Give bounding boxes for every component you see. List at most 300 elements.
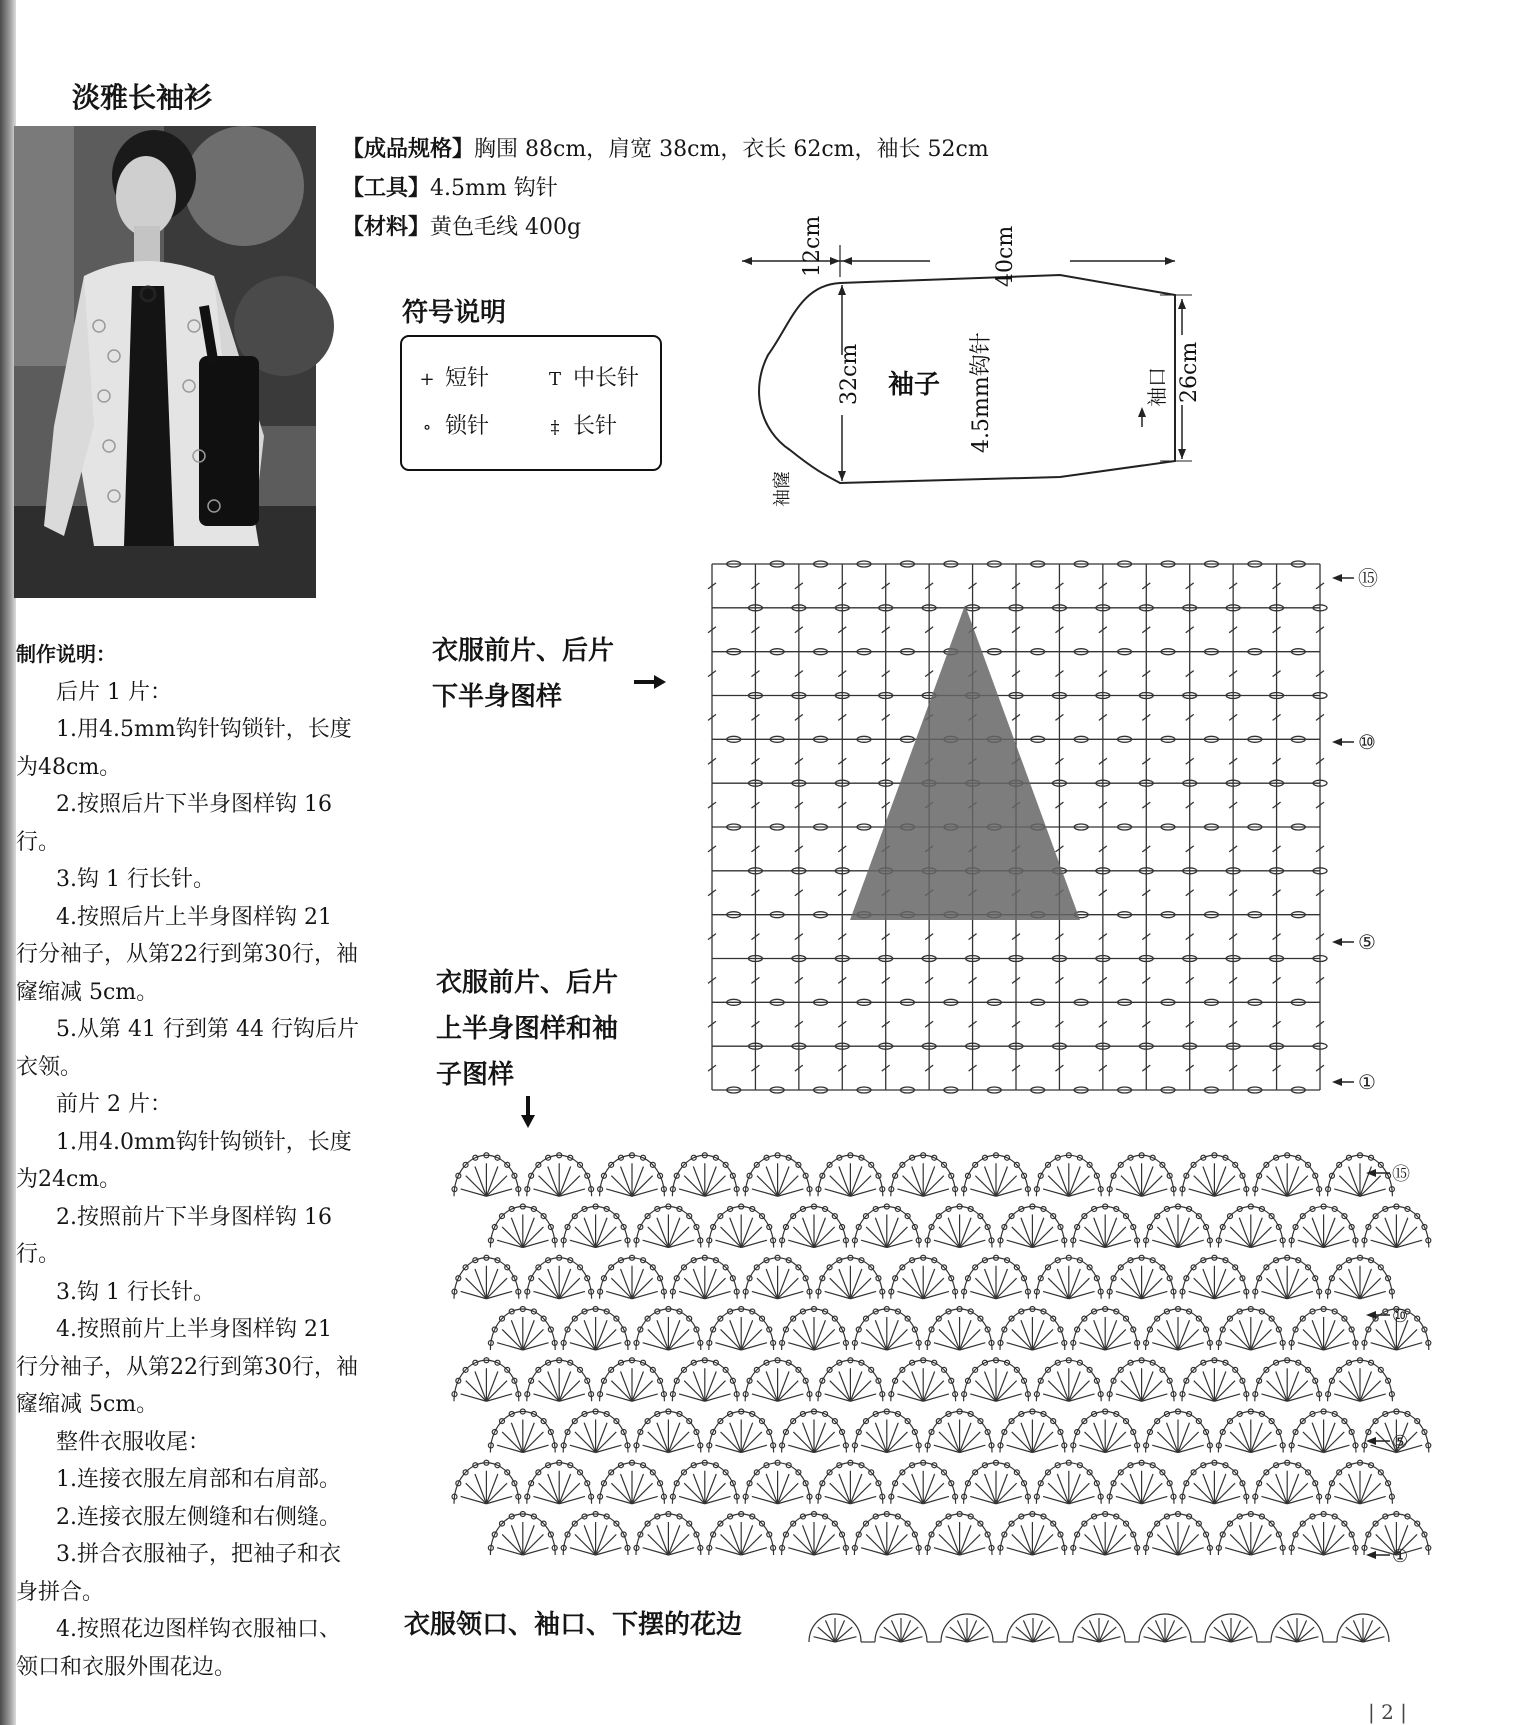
legend-item-dc: [544, 409, 617, 440]
shell-stitch-mark: [621, 1372, 632, 1402]
shell-stitch-mark: [1069, 1372, 1080, 1402]
shell-stitch-mark: [1276, 1474, 1287, 1504]
shell-stitch-mark: [1130, 1167, 1141, 1197]
instruction-line: 4.按照前片上半身图样钩 21: [56, 1317, 332, 1342]
shell-stitch-mark: [1349, 1269, 1360, 1299]
shell-stitch-mark: [923, 1372, 934, 1402]
dim-32-label: 32cm: [837, 343, 862, 405]
instruction-line: 1.用4.5mm钩针钩锁针，长度: [56, 717, 352, 742]
shell-stitch-mark: [596, 1320, 607, 1350]
shell-stitch-mark: [1324, 1320, 1335, 1350]
shell-stitch-mark: [1105, 1525, 1116, 1555]
shell-stitch-mark: [1057, 1269, 1068, 1299]
shell-stitch-mark: [511, 1320, 522, 1350]
shell-stitch-mark: [1178, 1423, 1189, 1453]
shell-stitch-mark: [1276, 1167, 1287, 1197]
shell-stitch-mark: [1178, 1218, 1189, 1248]
dim-26-label: 26cm: [1177, 341, 1202, 403]
legend-label: 锁针: [445, 414, 490, 439]
shell-stitch-mark: [705, 1474, 716, 1504]
shell-stitch-mark: [559, 1474, 570, 1504]
arrow-up-icon: [1178, 299, 1186, 309]
edging-stitch-mark: [1033, 1620, 1043, 1642]
shell-stitch-mark: [705, 1269, 716, 1299]
legend-label: 中长针: [573, 366, 640, 391]
edging-stitch-mark: [1099, 1620, 1109, 1642]
shell-stitch-mark: [1312, 1218, 1323, 1248]
spec-tool-text: 4.5mm 钩针: [430, 176, 558, 201]
arrow-left-icon: [1366, 1311, 1376, 1319]
shell-stitch-mark: [475, 1167, 486, 1197]
shell-stitch-mark: [632, 1167, 643, 1197]
shell-stitch-mark: [766, 1167, 777, 1197]
shell-stitch-mark: [486, 1474, 497, 1504]
row-marker-label: ①: [1358, 1070, 1376, 1094]
shell-stitch-mark: [839, 1269, 850, 1299]
shell-stitch-mark: [1167, 1218, 1178, 1248]
shell-stitch-mark: [693, 1269, 704, 1299]
upper-body-stitch-chart: [440, 1125, 1410, 1575]
instruction-line: 行分袖子，从第22行到第30行，袖: [16, 942, 358, 967]
row-marker-label: ⑩: [1392, 1306, 1409, 1327]
shell-stitch-mark: [948, 1423, 959, 1453]
instruction-line: 3.钩 1 行长针。: [56, 1279, 215, 1305]
shell-stitch-mark: [887, 1320, 898, 1350]
shell-stitch-mark: [523, 1525, 534, 1555]
shell-stitch-mark: [1094, 1218, 1105, 1248]
instruction-line: 整件衣服收尾：: [56, 1429, 211, 1455]
arrow-up-icon: [1138, 407, 1146, 417]
shell-stitch-mark: [1214, 1372, 1225, 1402]
shell-stitch-mark: [1105, 1218, 1116, 1248]
shell-stitch-mark: [1130, 1269, 1141, 1299]
shell-stitch-mark: [1276, 1372, 1287, 1402]
shell-stitch-mark: [693, 1372, 704, 1402]
sleeve-label: 袖子: [888, 370, 941, 400]
caption-edging: 衣服领口、袖口、下摆的花边: [404, 1610, 743, 1640]
edging-stitch-mark: [1353, 1620, 1363, 1642]
shell-stitch-mark: [657, 1320, 668, 1350]
shell-stitch-mark: [523, 1218, 534, 1248]
shell-stitch-mark: [1349, 1372, 1360, 1402]
shell-stitch-mark: [486, 1372, 497, 1402]
edging-stitch-mark: [835, 1620, 845, 1642]
instruction-line: 领口和衣服外围花边。: [16, 1654, 237, 1680]
instruction-line: 后片 1 片：: [56, 679, 172, 705]
half-double-crochet-icon: T: [548, 369, 561, 390]
edging-stitch-mark: [1023, 1620, 1033, 1642]
row-marker-label: ⑩: [1358, 730, 1376, 754]
shell-stitch-mark: [1057, 1167, 1068, 1197]
shell-stitch-mark: [1178, 1320, 1189, 1350]
shell-stitch-mark: [596, 1525, 607, 1555]
row-marker-label: ⑤: [1392, 1432, 1409, 1453]
arrow-down-icon: [838, 471, 846, 481]
page-number: | 2 |: [1368, 1700, 1407, 1724]
shell-pattern: [452, 1153, 1431, 1555]
shell-stitch-mark: [778, 1269, 789, 1299]
spec-size-text: 胸围 88cm，肩宽 38cm，衣长 62cm，袖长 52cm: [474, 137, 989, 162]
shell-stitch-mark: [923, 1474, 934, 1504]
instruction-line: 3.钩 1 行长针。: [56, 867, 215, 892]
shell-stitch-mark: [1214, 1269, 1225, 1299]
shell-stitch-mark: [1360, 1474, 1371, 1504]
caption-line: 衣服前片、后片: [436, 968, 619, 998]
instruction-line: 行。: [16, 829, 61, 855]
instruction-line: 为24cm。: [16, 1167, 122, 1192]
shell-stitch-mark: [657, 1525, 668, 1555]
edging-stitch-mark: [1155, 1620, 1165, 1642]
instruction-line: 行。: [16, 1242, 61, 1267]
model-photo: [14, 126, 316, 598]
spec-tool: [342, 171, 558, 202]
shell-stitch-mark: [1167, 1320, 1178, 1350]
shell-stitch-mark: [548, 1474, 559, 1504]
shell-stitch-mark: [1324, 1525, 1335, 1555]
spec-size: [342, 132, 989, 163]
shell-stitch-mark: [912, 1167, 923, 1197]
shell-stitch-mark: [985, 1269, 996, 1299]
shell-stitch-mark: [730, 1525, 741, 1555]
shell-stitch-mark: [705, 1372, 716, 1402]
row-marker-label: ⑮: [1358, 566, 1378, 590]
dim-12-label: 12cm: [800, 215, 825, 277]
shell-stitch-mark: [475, 1269, 486, 1299]
instructions-list: [0, 674, 390, 1687]
shell-stitch-mark: [948, 1320, 959, 1350]
shell-stitch-mark: [1021, 1218, 1032, 1248]
edging-stitch-mark: [825, 1620, 835, 1642]
instruction-line: 1.用4.0mm钩针钩锁针，长度: [56, 1129, 352, 1155]
shell-stitch-mark: [875, 1525, 886, 1555]
shell-stitch-mark: [1142, 1167, 1153, 1197]
edging-stitch-mark: [1089, 1620, 1099, 1642]
shell-stitch-mark: [1105, 1423, 1116, 1453]
shell-stitch-mark: [632, 1372, 643, 1402]
shell-stitch-mark: [1057, 1474, 1068, 1504]
shell-stitch-mark: [1105, 1320, 1116, 1350]
row-marker-label: ⑤: [1358, 930, 1376, 954]
instruction-line: 3.拼合衣服袖子，把袖子和衣: [56, 1542, 341, 1567]
shell-stitch-mark: [668, 1525, 679, 1555]
caption-upper-pattern: [436, 960, 618, 1098]
instruction-line: 2.按照前片下半身图样钩 16: [56, 1204, 332, 1230]
shell-stitch-mark: [1251, 1320, 1262, 1350]
legend-title: 符号说明: [402, 298, 507, 328]
edging-stitch-mark: [1221, 1620, 1231, 1642]
instruction-line: 行分袖子，从第22行到第30行，袖: [16, 1354, 358, 1380]
caption-line: 上半身图样和袖: [436, 1014, 619, 1044]
shell-stitch-mark: [839, 1372, 850, 1402]
shell-stitch-mark: [803, 1218, 814, 1248]
shell-stitch-mark: [1239, 1218, 1250, 1248]
arrow-left-icon: [1332, 1078, 1342, 1086]
shell-stitch-mark: [912, 1474, 923, 1504]
shell-stitch-mark: [1032, 1320, 1043, 1350]
shell-stitch-mark: [985, 1474, 996, 1504]
arrow-left-icon: [1366, 1551, 1376, 1559]
shell-stitch-mark: [803, 1320, 814, 1350]
shell-stitch-mark: [548, 1167, 559, 1197]
shell-stitch-mark: [1360, 1372, 1371, 1402]
shell-stitch-mark: [1130, 1474, 1141, 1504]
legend-item-sc: [416, 361, 489, 392]
shell-stitch-mark: [1021, 1525, 1032, 1555]
instruction-line: 5.从第 41 行到第 44 行钩后片: [56, 1017, 359, 1042]
shell-stitch-mark: [1178, 1525, 1189, 1555]
shell-stitch-mark: [766, 1269, 777, 1299]
shell-stitch-mark: [511, 1525, 522, 1555]
arrow-left-icon: [1332, 938, 1342, 946]
shell-stitch-mark: [1251, 1423, 1262, 1453]
shell-stitch-mark: [839, 1474, 850, 1504]
shell-stitch-mark: [632, 1474, 643, 1504]
spec-material: [342, 210, 581, 241]
arrow-right-icon: [830, 257, 840, 265]
arrow-down-icon: [1178, 449, 1186, 459]
instruction-line: 为48cm。: [16, 754, 122, 780]
shell-stitch-mark: [523, 1423, 534, 1453]
chain-stitch-icon: ∘: [422, 417, 432, 438]
shell-stitch-mark: [803, 1525, 814, 1555]
cuff-label: 袖口: [1145, 367, 1169, 407]
legend-label: 短针: [445, 366, 490, 391]
shell-stitch-mark: [596, 1423, 607, 1453]
shell-stitch-mark: [1214, 1167, 1225, 1197]
shell-stitch-mark: [960, 1525, 971, 1555]
shell-stitch-mark: [657, 1218, 668, 1248]
shell-stitch-mark: [1203, 1474, 1214, 1504]
arrow-left-icon: [742, 257, 752, 265]
dim-40-label: 40cm: [993, 225, 1018, 287]
instructions-heading: 制作说明：: [16, 642, 116, 666]
spec-tool-label: 【工具】: [342, 176, 431, 201]
shell-stitch-mark: [486, 1167, 497, 1197]
shell-stitch-mark: [1094, 1525, 1105, 1555]
shell-stitch-mark: [1287, 1372, 1298, 1402]
shell-stitch-mark: [875, 1320, 886, 1350]
row-marker-label: ①: [1392, 1546, 1409, 1567]
shell-stitch-mark: [475, 1474, 486, 1504]
shell-stitch-mark: [730, 1218, 741, 1248]
edging-pattern: [809, 1614, 1389, 1642]
shell-stitch-mark: [1142, 1269, 1153, 1299]
shell-stitch-mark: [730, 1320, 741, 1350]
shell-stitch-mark: [887, 1218, 898, 1248]
shell-stitch-mark: [996, 1372, 1007, 1402]
caption-line: 下半身图样: [432, 682, 563, 712]
single-crochet-icon: +: [419, 369, 435, 390]
shell-stitch-mark: [1276, 1269, 1287, 1299]
shell-stitch-mark: [668, 1218, 679, 1248]
shell-stitch-mark: [1239, 1320, 1250, 1350]
shell-stitch-mark: [657, 1423, 668, 1453]
instruction-line: 身拼合。: [16, 1579, 105, 1605]
arrow-left-icon: [1332, 738, 1342, 746]
shell-stitch-mark: [1349, 1167, 1360, 1197]
edging-stitch-mark: [891, 1620, 901, 1642]
shell-stitch-mark: [741, 1320, 752, 1350]
shell-stitch-mark: [1130, 1372, 1141, 1402]
shell-stitch-mark: [511, 1423, 522, 1453]
edging-stitch-mark: [957, 1620, 967, 1642]
shell-stitch-mark: [1094, 1423, 1105, 1453]
shell-stitch-mark: [1167, 1423, 1178, 1453]
arrow-left-icon: [842, 257, 852, 265]
shell-stitch-mark: [850, 1269, 861, 1299]
instruction-line: 衣领。: [16, 1054, 83, 1080]
shell-stitch-mark: [741, 1525, 752, 1555]
shell-stitch-mark: [1021, 1423, 1032, 1453]
shell-stitch-mark: [778, 1372, 789, 1402]
shell-stitch-mark: [584, 1525, 595, 1555]
caption-line: 子图样: [436, 1060, 515, 1090]
shell-stitch-mark: [1203, 1167, 1214, 1197]
shell-stitch-mark: [1203, 1269, 1214, 1299]
shell-stitch-mark: [1312, 1525, 1323, 1555]
shell-stitch-mark: [741, 1423, 752, 1453]
shell-stitch-mark: [814, 1218, 825, 1248]
shell-stitch-mark: [1069, 1167, 1080, 1197]
shell-stitch-mark: [1396, 1218, 1407, 1248]
arrow-right-icon: [1165, 257, 1175, 265]
shell-stitch-mark: [1251, 1218, 1262, 1248]
edging-stitch-mark: [1297, 1620, 1307, 1642]
shell-stitch-mark: [523, 1320, 534, 1350]
shell-stitch-mark: [1360, 1269, 1371, 1299]
shell-stitch-mark: [912, 1372, 923, 1402]
edging-stitch-mark: [967, 1620, 977, 1642]
shell-stitch-mark: [778, 1167, 789, 1197]
shell-stitch-mark: [1360, 1167, 1371, 1197]
shell-stitch-mark: [693, 1474, 704, 1504]
shell-stitch-mark: [475, 1372, 486, 1402]
legend-label: 长针: [573, 414, 618, 439]
instruction-line: 窿缩减 5cm。: [16, 979, 159, 1005]
legend-item-hdc: [544, 361, 639, 392]
shell-stitch-mark: [1251, 1525, 1262, 1555]
shell-stitch-mark: [996, 1167, 1007, 1197]
shell-stitch-mark: [814, 1423, 825, 1453]
shell-stitch-mark: [1287, 1474, 1298, 1504]
instruction-line: 4.按照花边图样钩衣服袖口、: [56, 1617, 341, 1642]
arrow-left-icon: [1332, 574, 1342, 582]
shell-stitch-mark: [621, 1269, 632, 1299]
caption-lower-pattern: [432, 628, 614, 720]
shell-stitch-mark: [814, 1320, 825, 1350]
instruction-line: 2.连接衣服左侧缝和右侧缝。: [56, 1504, 341, 1530]
shell-stitch-mark: [1069, 1269, 1080, 1299]
shell-stitch-mark: [1239, 1423, 1250, 1453]
shell-stitch-mark: [668, 1320, 679, 1350]
shell-stitch-mark: [923, 1269, 934, 1299]
instruction-line: 1.连接衣服左肩部和右肩部。: [56, 1467, 341, 1492]
arrow-up-icon: [838, 285, 846, 295]
edging-stitch-mark: [1363, 1620, 1373, 1642]
shell-stitch-mark: [960, 1320, 971, 1350]
shell-stitch-mark: [693, 1167, 704, 1197]
shell-stitch-mark: [1142, 1474, 1153, 1504]
spec-material-label: 【材料】: [342, 215, 431, 240]
shell-stitch-mark: [875, 1218, 886, 1248]
shell-stitch-mark: [559, 1167, 570, 1197]
shell-stitch-mark: [1385, 1218, 1396, 1248]
sleeve-diagram: [730, 215, 1200, 515]
shell-stitch-mark: [948, 1218, 959, 1248]
shell-stitch-mark: [621, 1474, 632, 1504]
shell-stitch-mark: [584, 1423, 595, 1453]
shell-stitch-mark: [814, 1525, 825, 1555]
shell-stitch-mark: [1324, 1423, 1335, 1453]
shell-stitch-mark: [1142, 1372, 1153, 1402]
shell-stitch-mark: [486, 1269, 497, 1299]
shell-stitch-mark: [996, 1474, 1007, 1504]
shell-stitch-mark: [559, 1372, 570, 1402]
shell-stitch-mark: [1312, 1320, 1323, 1350]
shell-stitch-mark: [850, 1372, 861, 1402]
shell-stitch-mark: [839, 1167, 850, 1197]
shell-stitch-mark: [730, 1423, 741, 1453]
shell-stitch-mark: [850, 1167, 861, 1197]
shell-stitch-mark: [778, 1474, 789, 1504]
shell-stitch-mark: [632, 1269, 643, 1299]
shell-stitch-mark: [621, 1167, 632, 1197]
shell-stitch-mark: [1057, 1372, 1068, 1402]
instruction-line: 前片 2 片：: [56, 1092, 172, 1117]
shell-stitch-mark: [1239, 1525, 1250, 1555]
instruction-line: 2.按照后片下半身图样钩 16: [56, 792, 332, 817]
shell-stitch-mark: [850, 1474, 861, 1504]
shell-stitch-mark: [766, 1372, 777, 1402]
edging-stitch-mark: [1287, 1620, 1297, 1642]
instruction-line: 窿缩减 5cm。: [16, 1392, 159, 1417]
edging-stitch-mark: [1165, 1620, 1175, 1642]
shell-stitch-mark: [948, 1525, 959, 1555]
shell-stitch-mark: [887, 1423, 898, 1453]
edging-stitch-mark: [1231, 1620, 1241, 1642]
shell-stitch-mark: [668, 1423, 679, 1453]
shell-stitch-mark: [912, 1269, 923, 1299]
shell-stitch-mark: [1203, 1372, 1214, 1402]
shell-stitch-mark: [923, 1167, 934, 1197]
instructions: [0, 636, 390, 1686]
shell-stitch-mark: [1287, 1269, 1298, 1299]
shell-stitch-mark: [1094, 1320, 1105, 1350]
shell-stitch-mark: [1021, 1320, 1032, 1350]
shell-stitch-mark: [985, 1372, 996, 1402]
shell-stitch-mark: [1069, 1474, 1080, 1504]
shell-stitch-mark: [985, 1167, 996, 1197]
spec-size-label: 【成品规格】: [342, 137, 475, 162]
edging-stitch-mark: [901, 1620, 911, 1642]
instruction-line: 4.按照后片上半身图样钩 21: [56, 904, 332, 930]
row-marker-label: ⑮: [1392, 1164, 1410, 1185]
shell-stitch-mark: [548, 1269, 559, 1299]
shell-stitch-mark: [766, 1474, 777, 1504]
shell-stitch-mark: [1032, 1423, 1043, 1453]
shell-stitch-mark: [960, 1218, 971, 1248]
shell-stitch-mark: [741, 1218, 752, 1248]
shell-stitch-mark: [875, 1423, 886, 1453]
shell-stitch-mark: [548, 1372, 559, 1402]
shell-stitch-mark: [584, 1218, 595, 1248]
double-crochet-icon: ‡: [550, 417, 560, 438]
lower-body-stitch-chart: [700, 550, 1400, 1100]
needle-label: 4.5mm钩针: [969, 332, 994, 453]
sleeve-outline: [759, 275, 1175, 483]
shell-stitch-mark: [705, 1167, 716, 1197]
shell-stitch-mark: [1032, 1218, 1043, 1248]
